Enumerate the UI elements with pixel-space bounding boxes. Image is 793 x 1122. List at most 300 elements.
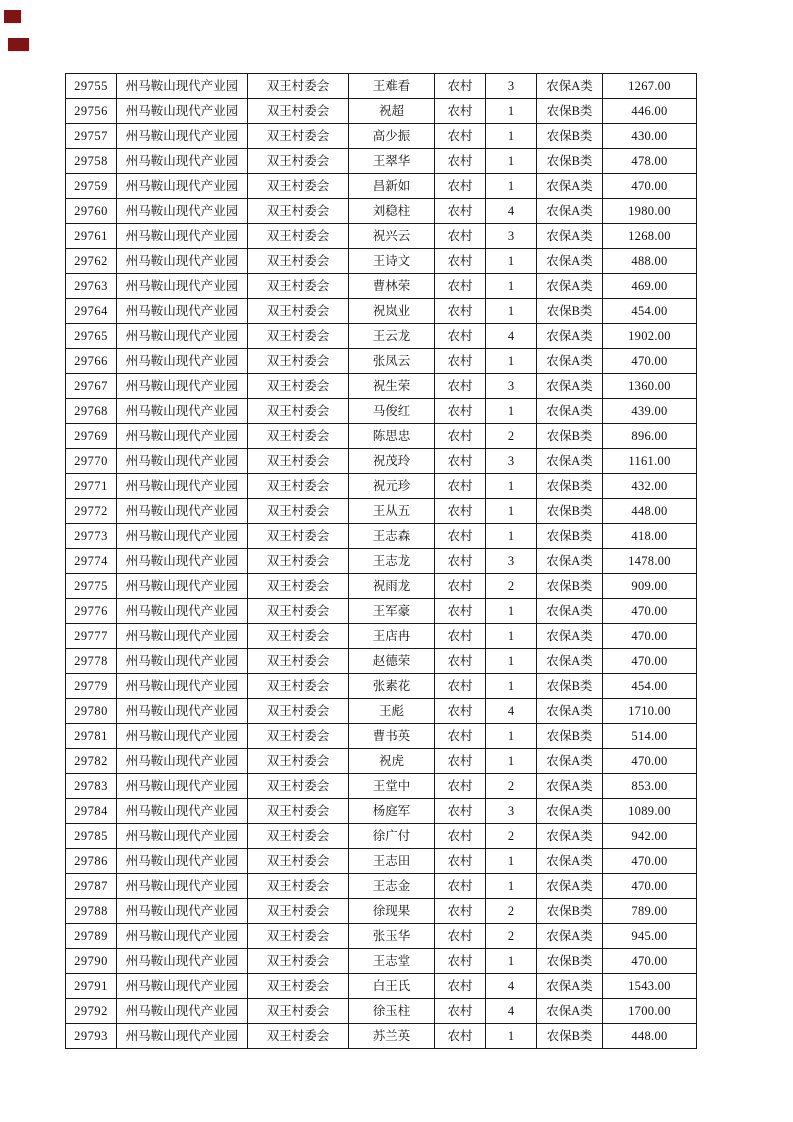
cell-committee: 双王村委会 xyxy=(248,924,349,949)
cell-committee: 双王村委会 xyxy=(248,199,349,224)
cell-residence: 农村 xyxy=(435,174,486,199)
cell-amount: 454.00 xyxy=(603,674,697,699)
cell-id: 29758 xyxy=(66,149,117,174)
cell-count: 1 xyxy=(486,399,537,424)
cell-count: 1 xyxy=(486,99,537,124)
cell-residence: 农村 xyxy=(435,324,486,349)
cell-category: 农保A类 xyxy=(537,199,603,224)
cell-category: 农保A类 xyxy=(537,249,603,274)
cell-category: 农保A类 xyxy=(537,824,603,849)
cell-id: 29772 xyxy=(66,499,117,524)
cell-category: 农保A类 xyxy=(537,774,603,799)
cell-amount: 1902.00 xyxy=(603,324,697,349)
cell-category: 农保A类 xyxy=(537,799,603,824)
cell-category: 农保A类 xyxy=(537,549,603,574)
cell-district: 州马鞍山现代产业园 xyxy=(117,799,248,824)
cell-district: 州马鞍山现代产业园 xyxy=(117,824,248,849)
cell-amount: 945.00 xyxy=(603,924,697,949)
cell-amount: 454.00 xyxy=(603,299,697,324)
cell-amount: 896.00 xyxy=(603,424,697,449)
cell-name: 祝超 xyxy=(349,99,435,124)
cell-committee: 双王村委会 xyxy=(248,724,349,749)
table-row xyxy=(66,99,697,124)
cell-category: 农保A类 xyxy=(537,324,603,349)
cell-residence: 农村 xyxy=(435,224,486,249)
cell-district: 州马鞍山现代产业园 xyxy=(117,624,248,649)
cell-category: 农保A类 xyxy=(537,374,603,399)
cell-id: 29764 xyxy=(66,299,117,324)
cell-amount: 1267.00 xyxy=(603,74,697,99)
cell-name: 王志森 xyxy=(349,524,435,549)
cell-amount: 430.00 xyxy=(603,124,697,149)
cell-count: 1 xyxy=(486,724,537,749)
cell-committee: 双王村委会 xyxy=(248,424,349,449)
cell-committee: 双王村委会 xyxy=(248,149,349,174)
cell-id: 29760 xyxy=(66,199,117,224)
cell-count: 3 xyxy=(486,449,537,474)
cell-id: 29792 xyxy=(66,999,117,1024)
cell-id: 29761 xyxy=(66,224,117,249)
cell-amount: 1268.00 xyxy=(603,224,697,249)
cell-residence: 农村 xyxy=(435,724,486,749)
cell-committee: 双王村委会 xyxy=(248,899,349,924)
cell-residence: 农村 xyxy=(435,674,486,699)
cell-amount: 470.00 xyxy=(603,174,697,199)
cell-id: 29779 xyxy=(66,674,117,699)
cell-amount: 853.00 xyxy=(603,774,697,799)
cell-district: 州马鞍山现代产业园 xyxy=(117,99,248,124)
table-row xyxy=(66,899,697,924)
cell-residence: 农村 xyxy=(435,824,486,849)
cell-category: 农保B类 xyxy=(537,474,603,499)
cell-committee: 双王村委会 xyxy=(248,974,349,999)
table-row xyxy=(66,1024,697,1049)
cell-category: 农保A类 xyxy=(537,174,603,199)
cell-name: 马俊红 xyxy=(349,399,435,424)
cell-name: 徐玉柱 xyxy=(349,999,435,1024)
cell-id: 29768 xyxy=(66,399,117,424)
cell-name: 王店冉 xyxy=(349,624,435,649)
cell-amount: 1543.00 xyxy=(603,974,697,999)
cell-count: 2 xyxy=(486,899,537,924)
cell-count: 1 xyxy=(486,124,537,149)
cell-district: 州马鞍山现代产业园 xyxy=(117,549,248,574)
cell-category: 农保B类 xyxy=(537,1024,603,1049)
table-row xyxy=(66,449,697,474)
cell-category: 农保A类 xyxy=(537,274,603,299)
cell-committee: 双王村委会 xyxy=(248,849,349,874)
table-row xyxy=(66,824,697,849)
cell-id: 29778 xyxy=(66,649,117,674)
cell-residence: 农村 xyxy=(435,624,486,649)
cell-residence: 农村 xyxy=(435,749,486,774)
cell-amount: 469.00 xyxy=(603,274,697,299)
cell-amount: 470.00 xyxy=(603,599,697,624)
cell-amount: 942.00 xyxy=(603,824,697,849)
cell-amount: 1360.00 xyxy=(603,374,697,399)
cell-category: 农保A类 xyxy=(537,624,603,649)
cell-name: 王诗文 xyxy=(349,249,435,274)
cell-committee: 双王村委会 xyxy=(248,299,349,324)
cell-district: 州马鞍山现代产业园 xyxy=(117,999,248,1024)
cell-residence: 农村 xyxy=(435,424,486,449)
cell-count: 1 xyxy=(486,749,537,774)
cell-id: 29790 xyxy=(66,949,117,974)
cell-count: 2 xyxy=(486,424,537,449)
cell-district: 州马鞍山现代产业园 xyxy=(117,974,248,999)
table-row xyxy=(66,599,697,624)
cell-residence: 农村 xyxy=(435,899,486,924)
cell-category: 农保B类 xyxy=(537,524,603,549)
cell-category: 农保B类 xyxy=(537,299,603,324)
cell-amount: 470.00 xyxy=(603,749,697,774)
cell-count: 1 xyxy=(486,624,537,649)
cell-committee: 双王村委会 xyxy=(248,874,349,899)
table-row xyxy=(66,399,697,424)
cell-id: 29775 xyxy=(66,574,117,599)
cell-residence: 农村 xyxy=(435,74,486,99)
cell-amount: 1710.00 xyxy=(603,699,697,724)
cell-category: 农保A类 xyxy=(537,224,603,249)
cell-category: 农保A类 xyxy=(537,449,603,474)
cell-id: 29763 xyxy=(66,274,117,299)
table-row xyxy=(66,649,697,674)
cell-district: 州马鞍山现代产业园 xyxy=(117,1024,248,1049)
cell-id: 29774 xyxy=(66,549,117,574)
cell-name: 赵德荣 xyxy=(349,649,435,674)
cell-committee: 双王村委会 xyxy=(248,799,349,824)
cell-name: 王志堂 xyxy=(349,949,435,974)
red-stamp-mark-top xyxy=(4,10,21,23)
cell-count: 1 xyxy=(486,149,537,174)
cell-id: 29776 xyxy=(66,599,117,624)
cell-id: 29757 xyxy=(66,124,117,149)
cell-category: 农保B类 xyxy=(537,124,603,149)
cell-committee: 双王村委会 xyxy=(248,674,349,699)
cell-category: 农保A类 xyxy=(537,999,603,1024)
cell-amount: 470.00 xyxy=(603,949,697,974)
cell-id: 29773 xyxy=(66,524,117,549)
cell-category: 农保A类 xyxy=(537,849,603,874)
cell-count: 2 xyxy=(486,824,537,849)
cell-committee: 双王村委会 xyxy=(248,649,349,674)
cell-district: 州马鞍山现代产业园 xyxy=(117,149,248,174)
pension-table-body xyxy=(66,74,697,1049)
cell-category: 农保A类 xyxy=(537,974,603,999)
cell-id: 29765 xyxy=(66,324,117,349)
table-row xyxy=(66,924,697,949)
cell-committee: 双王村委会 xyxy=(248,274,349,299)
cell-district: 州马鞍山现代产业园 xyxy=(117,874,248,899)
cell-id: 29767 xyxy=(66,374,117,399)
cell-count: 1 xyxy=(486,1024,537,1049)
table-row xyxy=(66,124,697,149)
cell-amount: 418.00 xyxy=(603,524,697,549)
cell-district: 州马鞍山现代产业园 xyxy=(117,699,248,724)
cell-district: 州马鞍山现代产业园 xyxy=(117,449,248,474)
cell-amount: 789.00 xyxy=(603,899,697,924)
table-row xyxy=(66,724,697,749)
cell-id: 29762 xyxy=(66,249,117,274)
cell-residence: 农村 xyxy=(435,274,486,299)
cell-residence: 农村 xyxy=(435,99,486,124)
cell-count: 1 xyxy=(486,274,537,299)
cell-district: 州马鞍山现代产业园 xyxy=(117,74,248,99)
cell-district: 州马鞍山现代产业园 xyxy=(117,474,248,499)
cell-residence: 农村 xyxy=(435,999,486,1024)
cell-amount: 1980.00 xyxy=(603,199,697,224)
pension-roster-table xyxy=(65,73,697,1049)
cell-committee: 双王村委会 xyxy=(248,574,349,599)
cell-id: 29756 xyxy=(66,99,117,124)
cell-district: 州马鞍山现代产业园 xyxy=(117,349,248,374)
cell-committee: 双王村委会 xyxy=(248,599,349,624)
table-row xyxy=(66,349,697,374)
red-stamp-mark xyxy=(8,38,29,51)
cell-residence: 农村 xyxy=(435,949,486,974)
cell-id: 29791 xyxy=(66,974,117,999)
cell-district: 州马鞍山现代产业园 xyxy=(117,949,248,974)
cell-id: 29788 xyxy=(66,899,117,924)
cell-id: 29759 xyxy=(66,174,117,199)
cell-id: 29777 xyxy=(66,624,117,649)
cell-residence: 农村 xyxy=(435,474,486,499)
cell-id: 29782 xyxy=(66,749,117,774)
cell-name: 陈思忠 xyxy=(349,424,435,449)
cell-amount: 470.00 xyxy=(603,649,697,674)
cell-category: 农保A类 xyxy=(537,74,603,99)
cell-district: 州马鞍山现代产业园 xyxy=(117,299,248,324)
cell-id: 29769 xyxy=(66,424,117,449)
cell-category: 农保A类 xyxy=(537,349,603,374)
cell-count: 1 xyxy=(486,674,537,699)
cell-name: 曹林荣 xyxy=(349,274,435,299)
cell-category: 农保B类 xyxy=(537,899,603,924)
cell-category: 农保A类 xyxy=(537,599,603,624)
cell-district: 州马鞍山现代产业园 xyxy=(117,224,248,249)
cell-residence: 农村 xyxy=(435,349,486,374)
cell-district: 州马鞍山现代产业园 xyxy=(117,849,248,874)
cell-committee: 双王村委会 xyxy=(248,99,349,124)
cell-committee: 双王村委会 xyxy=(248,74,349,99)
table-row xyxy=(66,224,697,249)
cell-residence: 农村 xyxy=(435,524,486,549)
cell-district: 州马鞍山现代产业园 xyxy=(117,199,248,224)
cell-amount: 470.00 xyxy=(603,874,697,899)
table-row xyxy=(66,324,697,349)
cell-count: 1 xyxy=(486,949,537,974)
cell-count: 4 xyxy=(486,999,537,1024)
cell-count: 1 xyxy=(486,299,537,324)
cell-count: 1 xyxy=(486,524,537,549)
cell-name: 杨庭军 xyxy=(349,799,435,824)
cell-category: 农保A类 xyxy=(537,649,603,674)
cell-district: 州马鞍山现代产业园 xyxy=(117,724,248,749)
cell-district: 州马鞍山现代产业园 xyxy=(117,274,248,299)
cell-district: 州马鞍山现代产业园 xyxy=(117,899,248,924)
cell-name: 刘稳柱 xyxy=(349,199,435,224)
cell-name: 徐广付 xyxy=(349,824,435,849)
cell-district: 州马鞍山现代产业园 xyxy=(117,599,248,624)
cell-residence: 农村 xyxy=(435,799,486,824)
cell-residence: 农村 xyxy=(435,549,486,574)
cell-count: 2 xyxy=(486,774,537,799)
cell-residence: 农村 xyxy=(435,924,486,949)
cell-committee: 双王村委会 xyxy=(248,474,349,499)
table-row xyxy=(66,574,697,599)
cell-district: 州马鞍山现代产业园 xyxy=(117,499,248,524)
cell-district: 州马鞍山现代产业园 xyxy=(117,649,248,674)
cell-district: 州马鞍山现代产业园 xyxy=(117,399,248,424)
cell-district: 州马鞍山现代产业园 xyxy=(117,574,248,599)
cell-count: 3 xyxy=(486,224,537,249)
table-row xyxy=(66,249,697,274)
table-row xyxy=(66,524,697,549)
cell-category: 农保B类 xyxy=(537,724,603,749)
cell-count: 1 xyxy=(486,599,537,624)
cell-name: 高少振 xyxy=(349,124,435,149)
cell-count: 2 xyxy=(486,924,537,949)
cell-id: 29780 xyxy=(66,699,117,724)
cell-residence: 农村 xyxy=(435,599,486,624)
table-row xyxy=(66,474,697,499)
cell-residence: 农村 xyxy=(435,574,486,599)
cell-residence: 农村 xyxy=(435,849,486,874)
cell-amount: 448.00 xyxy=(603,499,697,524)
table-row xyxy=(66,999,697,1024)
table-row xyxy=(66,149,697,174)
cell-count: 4 xyxy=(486,324,537,349)
cell-name: 王难看 xyxy=(349,74,435,99)
cell-count: 1 xyxy=(486,499,537,524)
table-row xyxy=(66,299,697,324)
cell-committee: 双王村委会 xyxy=(248,824,349,849)
cell-count: 1 xyxy=(486,174,537,199)
cell-amount: 488.00 xyxy=(603,249,697,274)
cell-name: 王志田 xyxy=(349,849,435,874)
cell-category: 农保B类 xyxy=(537,149,603,174)
table-row xyxy=(66,199,697,224)
cell-count: 1 xyxy=(486,474,537,499)
cell-residence: 农村 xyxy=(435,774,486,799)
cell-category: 农保B类 xyxy=(537,424,603,449)
cell-committee: 双王村委会 xyxy=(248,124,349,149)
cell-committee: 双王村委会 xyxy=(248,524,349,549)
cell-name: 王云龙 xyxy=(349,324,435,349)
cell-category: 农保B类 xyxy=(537,674,603,699)
cell-amount: 470.00 xyxy=(603,624,697,649)
cell-name: 王堂中 xyxy=(349,774,435,799)
cell-committee: 双王村委会 xyxy=(248,549,349,574)
cell-id: 29781 xyxy=(66,724,117,749)
cell-id: 29770 xyxy=(66,449,117,474)
table-row xyxy=(66,849,697,874)
cell-committee: 双王村委会 xyxy=(248,499,349,524)
table-row xyxy=(66,499,697,524)
cell-name: 白王氏 xyxy=(349,974,435,999)
cell-district: 州马鞍山现代产业园 xyxy=(117,324,248,349)
cell-committee: 双王村委会 xyxy=(248,699,349,724)
cell-amount: 514.00 xyxy=(603,724,697,749)
cell-amount: 1089.00 xyxy=(603,799,697,824)
cell-id: 29793 xyxy=(66,1024,117,1049)
cell-district: 州马鞍山现代产业园 xyxy=(117,749,248,774)
cell-district: 州马鞍山现代产业园 xyxy=(117,374,248,399)
cell-name: 张素花 xyxy=(349,674,435,699)
cell-id: 29785 xyxy=(66,824,117,849)
cell-category: 农保A类 xyxy=(537,924,603,949)
cell-name: 王从五 xyxy=(349,499,435,524)
cell-amount: 1700.00 xyxy=(603,999,697,1024)
cell-name: 祝生荣 xyxy=(349,374,435,399)
cell-amount: 909.00 xyxy=(603,574,697,599)
cell-committee: 双王村委会 xyxy=(248,249,349,274)
table-row xyxy=(66,949,697,974)
cell-category: 农保B类 xyxy=(537,574,603,599)
table-row xyxy=(66,274,697,299)
cell-committee: 双王村委会 xyxy=(248,949,349,974)
cell-category: 农保B类 xyxy=(537,99,603,124)
cell-committee: 双王村委会 xyxy=(248,374,349,399)
cell-residence: 农村 xyxy=(435,149,486,174)
cell-committee: 双王村委会 xyxy=(248,399,349,424)
table-row xyxy=(66,874,697,899)
cell-residence: 农村 xyxy=(435,124,486,149)
cell-name: 王翠华 xyxy=(349,149,435,174)
cell-committee: 双王村委会 xyxy=(248,774,349,799)
cell-committee: 双王村委会 xyxy=(248,999,349,1024)
cell-name: 王彪 xyxy=(349,699,435,724)
cell-residence: 农村 xyxy=(435,1024,486,1049)
cell-count: 1 xyxy=(486,874,537,899)
cell-amount: 1161.00 xyxy=(603,449,697,474)
cell-count: 3 xyxy=(486,74,537,99)
cell-amount: 470.00 xyxy=(603,349,697,374)
cell-category: 农保A类 xyxy=(537,874,603,899)
cell-committee: 双王村委会 xyxy=(248,749,349,774)
cell-committee: 双王村委会 xyxy=(248,224,349,249)
cell-name: 张凤云 xyxy=(349,349,435,374)
table-row xyxy=(66,974,697,999)
table-row xyxy=(66,774,697,799)
cell-id: 29783 xyxy=(66,774,117,799)
cell-district: 州马鞍山现代产业园 xyxy=(117,774,248,799)
cell-id: 29755 xyxy=(66,74,117,99)
cell-category: 农保B类 xyxy=(537,499,603,524)
cell-name: 祝虎 xyxy=(349,749,435,774)
cell-committee: 双王村委会 xyxy=(248,449,349,474)
cell-name: 苏兰英 xyxy=(349,1024,435,1049)
cell-id: 29787 xyxy=(66,874,117,899)
cell-count: 1 xyxy=(486,849,537,874)
cell-id: 29771 xyxy=(66,474,117,499)
cell-name: 王志金 xyxy=(349,874,435,899)
cell-count: 1 xyxy=(486,649,537,674)
cell-name: 祝岚业 xyxy=(349,299,435,324)
cell-residence: 农村 xyxy=(435,299,486,324)
cell-committee: 双王村委会 xyxy=(248,349,349,374)
cell-district: 州马鞍山现代产业园 xyxy=(117,424,248,449)
cell-residence: 农村 xyxy=(435,399,486,424)
cell-name: 张玉华 xyxy=(349,924,435,949)
table-row xyxy=(66,549,697,574)
cell-count: 3 xyxy=(486,549,537,574)
cell-category: 农保A类 xyxy=(537,749,603,774)
cell-count: 2 xyxy=(486,574,537,599)
cell-name: 徐现果 xyxy=(349,899,435,924)
cell-amount: 478.00 xyxy=(603,149,697,174)
cell-name: 王军豪 xyxy=(349,599,435,624)
